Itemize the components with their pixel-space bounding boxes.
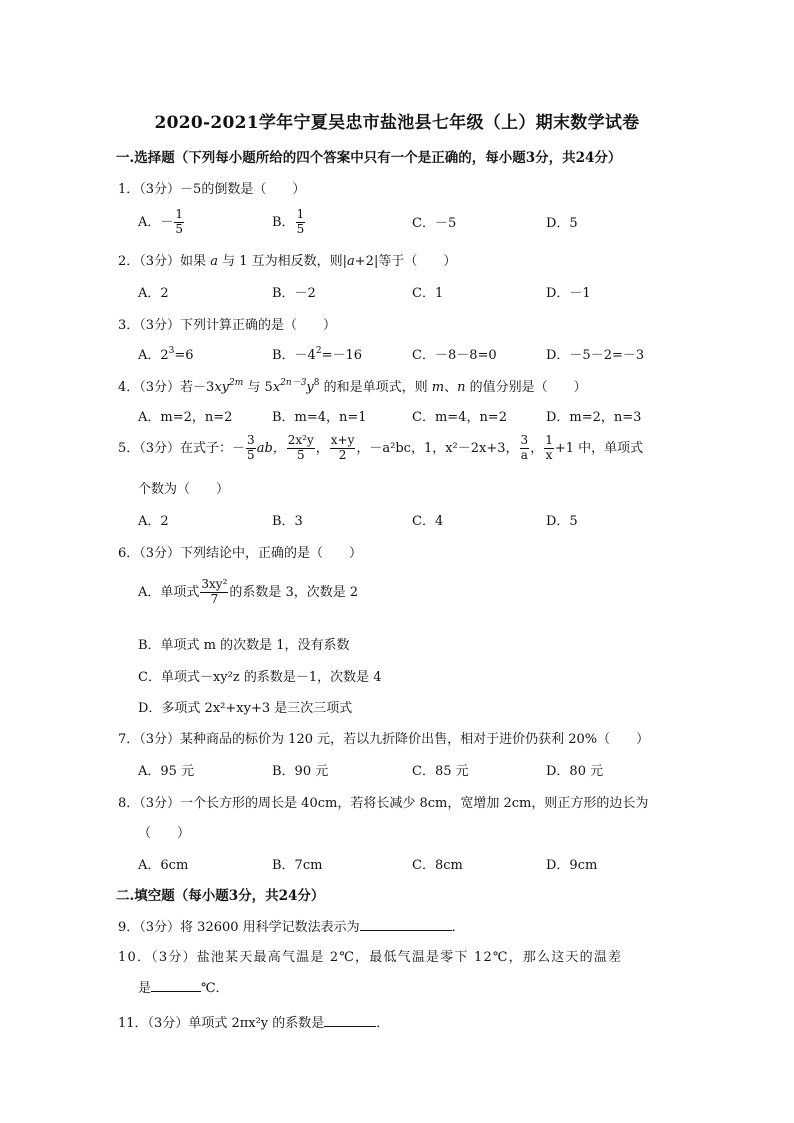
q7-option-c: C．85 元 xyxy=(412,764,469,779)
question-2-stem: 2．（3分）如果 a 与 1 互为相反数，则|a+2|等于（ ） xyxy=(118,254,457,269)
page-title: 2020-2021学年宁夏吴忠市盐池县七年级（上）期末数学试卷 xyxy=(154,113,640,133)
q5-option-a: A．2 xyxy=(138,514,169,529)
q2-option-d: D．－1 xyxy=(546,286,591,301)
q5-option-d: D．5 xyxy=(546,514,578,529)
q8-option-b: B．7cm xyxy=(272,858,323,873)
q1-b-fraction: $\frac{1}{5}$ xyxy=(296,207,305,236)
q5-option-b: B．3 xyxy=(272,514,303,529)
q3-option-a: A．$2^3=6$ xyxy=(138,346,194,363)
q6-option-c: C．单项式－xy²z 的系数是－1，次数是 4 xyxy=(138,670,382,685)
question-10-line2: 是 ℃． xyxy=(138,981,229,996)
q3-option-b: B．$-4^2=-16$ xyxy=(272,346,362,363)
q6-option-d: D．多项式 2x²+xy+3 是三次三项式 xyxy=(138,701,353,716)
q6-option-a: A．单项式 $\frac{\text{3xy²}}{7}$ 的系数是 3，次数是 2 xyxy=(138,577,359,606)
section-heading-choice: 一.选择题（下列每小题所给的四个答案中只有一个是正确的，每小题3分，共24分） xyxy=(116,150,622,166)
q4-option-c: C．m=4，n=2 xyxy=(412,410,507,425)
question-8-line2: （ ） xyxy=(138,826,191,841)
q1-option-c: C．－5 xyxy=(412,216,457,231)
question-10-line1: 10．（3分）盐池某天最高气温是 2℃，最低气温是零下 12℃，那么这天的温差 xyxy=(118,950,623,965)
question-5-line2: 个数为（ ） xyxy=(138,482,230,497)
question-6-stem: 6．（3分）下列结论中，正确的是（ ） xyxy=(118,546,363,561)
q8-option-c: C．8cm xyxy=(412,858,463,873)
q4-option-b: B．m=4，n=1 xyxy=(272,410,367,425)
q2-option-b: B．－2 xyxy=(272,286,316,301)
q2-option-c: C．1 xyxy=(412,286,444,301)
question-7-stem: 7．（3分）某种商品的标价为 120 元，若以九折降价出售，相对于进价仍获利 20%（ ） xyxy=(118,732,650,747)
q6-option-b: B．单项式 m 的次数是 1，没有系数 xyxy=(138,638,350,653)
q1-a-fraction: $\frac{1}{5}$ xyxy=(175,207,184,236)
q8-option-a: A．6cm xyxy=(138,858,189,873)
q3-option-d: D．－5－2=－3 xyxy=(546,348,645,363)
q3-option-c: C．－8－8=0 xyxy=(412,348,497,363)
q5-option-c: C．4 xyxy=(412,514,444,529)
q7-option-a: A．95 元 xyxy=(138,764,195,779)
question-9-stem: 9．（3分）将 32600 用科学记数法表示为 ． xyxy=(118,920,465,935)
answer-blank[interactable] xyxy=(324,1014,376,1027)
q4-option-a: A．m=2，n=2 xyxy=(138,410,233,425)
q7-option-d: D．80 元 xyxy=(546,764,604,779)
question-3-stem: 3．（3分）下列计算正确的是（ ） xyxy=(118,318,337,333)
answer-blank[interactable] xyxy=(151,979,201,992)
question-1-stem: 1．（3分）－5的倒数是（ ） xyxy=(118,182,306,197)
q1-option-a: A．－ $\frac{1}{5}$ xyxy=(138,207,184,236)
question-5-stem: 5．（3分）在式子：－ $\frac{3}{5}$ ab， $\frac{\text{2x²y}}{5}$ ， $\frac{x+y}{2}$ ，－a²bc，1，x²－2x+3， $\frac{3}{a}$ ， $\frac{1}{x}$ +1 中，单项式 xyxy=(118,433,644,462)
question-11-stem: 11．（3分）单项式 2πx²y 的系数是 ． xyxy=(118,1016,390,1031)
question-8-stem: 8．（3分）一个长方形的周长是 40cm，若将长减少 8cm，宽增加 2cm，则正方形的边长为 xyxy=(118,796,649,811)
answer-blank[interactable] xyxy=(360,918,452,931)
question-4-stem: 4．（3分）若$-3xy^{2m}$ 与 $5x^{2n-3}y^8$ 的和是单项式，则 m、n 的值分别是（ ） xyxy=(118,378,587,395)
q4-option-d: D．m=2，n=3 xyxy=(546,410,642,425)
q2-option-a: A．2 xyxy=(138,286,169,301)
q1-option-b: B． $\frac{1}{5}$ xyxy=(272,207,305,236)
q1-option-d: D．5 xyxy=(546,216,578,231)
q8-option-d: D．9cm xyxy=(546,858,598,873)
section-heading-fill: 二.填空题（每小题3分，共24分） xyxy=(116,888,325,904)
q7-option-b: B．90 元 xyxy=(272,764,329,779)
